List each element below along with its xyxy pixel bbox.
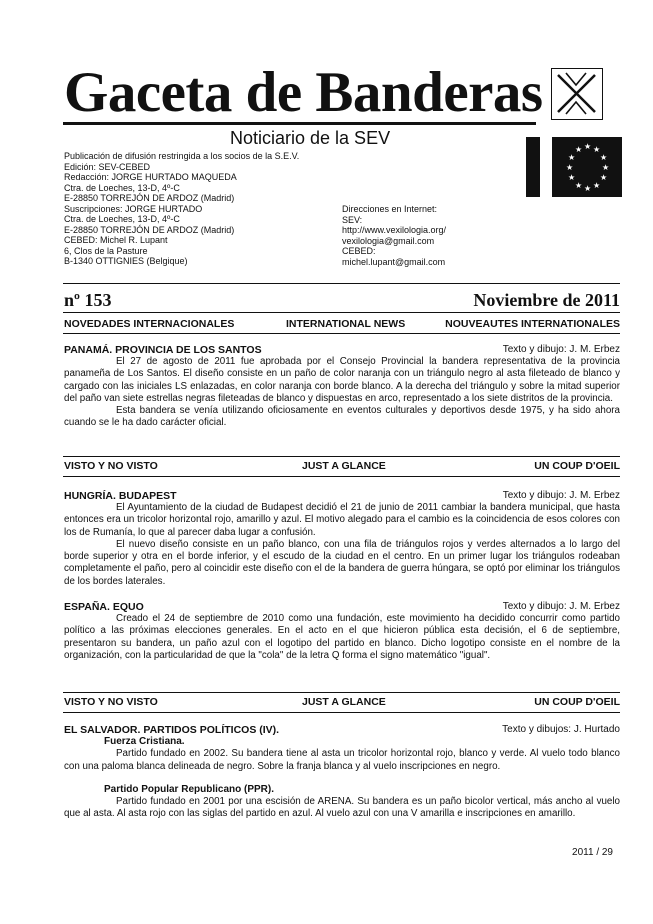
section-label-es: VISTO Y NO VISTO (64, 460, 158, 472)
internet-link[interactable]: http://www.vexilologia.org/ (342, 225, 447, 235)
section-rule (63, 712, 620, 713)
section-label-fr: NOUVEAUTES INTERNATIONALES (445, 318, 620, 330)
section-rule (63, 456, 620, 457)
colophon-line: E-28850 TORREJÓN DE ARDOZ (Madrid) (64, 224, 235, 235)
article-credit: Texto y dibujo: J. M. Erbez (502, 490, 620, 501)
issue-bottom-rule (63, 312, 620, 313)
colophon-line: B-1340 OTTIGNIES (Belgique) (64, 256, 188, 266)
masthead-title: Gaceta de Banderas (64, 61, 543, 124)
paragraph: El Ayuntamiento de la ciudad de Budapest decidió el 21 de junio de 2011 cambiar la bandera municipal, que hasta entonces era un tricolor horizontal rojo, amarillo y azul. El motivo alegado para el cambio es la coincidencia de esos colores con los de Rumanía, lo que al parecer daba lugar a confusión. (64, 502, 620, 538)
svg-text:★: ★ (566, 163, 574, 172)
sev-logo-icon (551, 68, 603, 120)
article-body (64, 356, 620, 430)
colophon-line: 6, Clos de la Pasture (64, 245, 148, 256)
article-title: ESPAÑA. EQUO (64, 601, 144, 613)
section-rule (63, 476, 620, 477)
masthead-subtitle: Noticiario de la SEV (230, 128, 391, 148)
subheading: Partido Popular Republicano (PPR). (104, 783, 275, 795)
section-label-es: VISTO Y NO VISTO (64, 696, 158, 708)
colophon-line: Edición: SEV-CEBED (64, 161, 151, 172)
internet-line: Direcciones en Internet: (342, 204, 438, 214)
section-rule (63, 692, 620, 693)
cebed-logo-icon (526, 133, 622, 204)
internet-email[interactable]: michel.lupant@gmail.com (342, 256, 446, 267)
issue-number: nº 153 (64, 290, 112, 310)
svg-text:★: ★ (600, 153, 608, 162)
section-label-es: NOVEDADES INTERNACIONALES (64, 318, 235, 330)
colophon-line: Publicación de difusión restringida a los socios de la S.E.V. (64, 151, 300, 161)
paragraph: El 27 de agosto de 2011 fue aprobada por el Consejo Provincial la bandera representativa de la provincia panameña de Los Santos. El diseño consiste en un paño de color naranja con un triángulo negro al asta fileteado de blanco y cargado con las iniciales LS enlazadas, en color naranja con borde blanco. A la derecha del triángulo y sobre la mitad superior del paño van siete estrellas negras fileteadas de blanco y dispuestas en arco, representado a los siete distritos de la provincia. (64, 356, 620, 404)
section-label-en: JUST A GLANCE (302, 460, 386, 472)
internet-line: SEV: (342, 214, 363, 225)
section-label-en: JUST A GLANCE (302, 696, 386, 708)
colophon-line: Redacción: JORGE HURTADO MAQUEDA (64, 172, 237, 182)
paragraph: Partido fundado en 2001 por una escisión de ARENA. Su bandera es un paño bicolor vertical, más ancho al vuelo que al asta. Al asta rojo con las siglas del partido en azul. Al vuelo azul con una V amarilla e inscripciones en amarillo. (64, 796, 620, 820)
paragraph: Esta bandera se venía utilizando oficiosamente en eventos culturales y deportivos desde 1975, y ha sido ahora cuando se le ha dado carácter oficial. (64, 405, 620, 429)
svg-text:★: ★ (602, 163, 610, 172)
colophon (64, 151, 299, 267)
paragraph: Creado el 24 de septiembre de 2010 como una fundación, este movimiento ha decidido concurrir como partido político a las próximas elecciones generales. En el acto en el que hicieron pública esta decisión, el 6 de septiembre, presentaron su bandera, un paño azul con el logotipo del partido en blanco. Dicho logotipo consiste en el nombre de la organización, con la particularidad de que la "cola" de la letra Q forma el signo matemático "igual". (64, 613, 620, 661)
article-credit: Texto y dibujo: J. M. Erbez (502, 601, 620, 612)
section-label-fr: UN COUP D'OEIL (534, 696, 620, 708)
article-credit: Texto y dibujo: J. M. Erbez (502, 344, 620, 355)
svg-text:★: ★ (575, 145, 583, 154)
svg-text:★: ★ (568, 173, 576, 182)
subheading: Fuerza Cristiana. (104, 736, 185, 747)
svg-text:★: ★ (600, 173, 608, 182)
article-body (64, 613, 620, 662)
article-credit: Texto y dibujos: J. Hurtado (502, 724, 620, 735)
article-title: PANAMÁ. PROVINCIA DE LOS SANTOS (64, 344, 262, 356)
svg-text:★: ★ (593, 181, 601, 190)
article-body (64, 736, 620, 821)
internet-line: CEBED: (342, 246, 376, 256)
svg-text:★: ★ (584, 184, 592, 193)
paragraph: Partido fundado en 2002. Su bandera tiene al asta un tricolor horizontal rojo, blanco y verde. Al vuelo todo blanco con una paloma blanca delineada de negro. Sobre la franja blanca y al vuelo inscripciones en negro. (64, 748, 620, 772)
colophon-line: Ctra. de Loeches, 13-D, 4º-C (64, 182, 180, 193)
internet-addresses (342, 204, 446, 267)
internet-email[interactable]: vexilologia@gmail.com (342, 235, 435, 246)
svg-text:★: ★ (584, 142, 592, 151)
section-label-en: INTERNATIONAL NEWS (286, 318, 406, 330)
issue-date: Noviembre de 2011 (473, 290, 620, 310)
paragraph: El nuevo diseño consiste en un paño blanco, con una fila de triángulos rojos y verdes alternados a lo largo del borde superior y otra en el borde inferior, y el escudo de la ciudad en el centro. En un primer lugar los triángulos rodeaban completamente el paño, pero al coincidir este diseño con el de la bandera de guerra húngara, se optó por eliminar los triángulos de los bordes laterales. (64, 538, 620, 587)
svg-text:★: ★ (568, 153, 576, 162)
article-title: EL SALVADOR. PARTIDOS POLÍTICOS (IV). (64, 724, 280, 736)
colophon-line: Ctra. de Loeches, 13-D, 4º-C (64, 214, 180, 224)
section-rule (63, 333, 620, 334)
page-number: 2011 / 29 (572, 847, 613, 858)
article-body (64, 502, 620, 588)
svg-text:★: ★ (593, 145, 601, 154)
article-title: HUNGRÍA. BUDAPEST (64, 490, 177, 502)
svg-text:★: ★ (575, 181, 583, 190)
masthead-rule (63, 122, 536, 125)
section-label-fr: UN COUP D'OEIL (534, 460, 620, 472)
colophon-line: E-28850 TORREJÓN DE ARDOZ (Madrid) (64, 193, 235, 203)
colophon-line: CEBED: Michel R. Lupant (64, 235, 168, 245)
issue-top-rule (63, 283, 620, 284)
colophon-line: Suscripciones: JORGE HURTADO (64, 203, 203, 214)
